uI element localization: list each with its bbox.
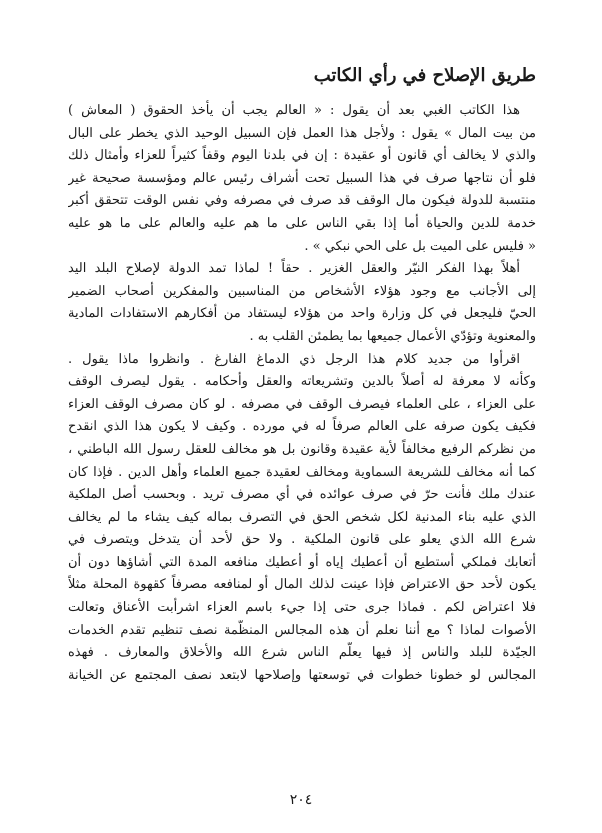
paragraph-line: الحيّ فليجعل في كل وزارة واحد من هؤلاء ليستفاد من أفكارهم الاستفادات المادية	[68, 306, 536, 322]
paragraph-line: والذي لا يخالف أي قانون أو عقيدة : إن في بلدنا اليوم وقفاً كثيراً للعزاء وأمثال ذلك	[68, 148, 536, 164]
paragraph-line: شرع الله الذي يعلو على قانون الملكية . ولا حق لأحد أن يتدخل ويتصرف في	[68, 532, 536, 548]
paragraph-line: اقرأوا من جديد كلام هذا الرجل ذي الدماغ الفارغ . وانظروا ماذا يقول .	[68, 351, 520, 367]
paragraph-line: أهلاً بهذا الفكر النيّر والعقل الغزير . حقاً ! لماذا تمد الدولة لإصلاح البلد اليد	[68, 261, 520, 277]
paragraph-line: من نظركم الرفيع مخالفاً لأية عقيدة وقانون بل هو مخالف للعقل رسول الله الباطني ،	[68, 441, 536, 457]
paragraph-line: الجيّدة للبلد والناس إذ فيها يعلّم الناس شرع الله والأخلاق والمعارف . فهذه	[68, 645, 536, 661]
paragraph-line: كما أنه مخالف للشريعة السماوية ومخالف لعقيدة جميع العلماء وأهل الدين . فإذا كان	[68, 464, 536, 480]
paragraph-line: والمعنوية وتؤدّي الأعمال جميعها بما يطمئن القلب به .	[249, 328, 536, 344]
paragraph-line: من بيت المال » يقول : ولأجل هذا العمل فإن السبيل الوحيد الذي يخطر على البال	[68, 125, 536, 141]
paragraph-line: خدمة للدين والحياة أما إذا بقي الناس على ما هم عليه والعالم على ما هو عليه	[68, 215, 536, 231]
paragraph-line: وكأنه لا معرفة له أصلاً بالدين وتشريعاته والعقل وأحكامه . يقول ليصرف الوقف	[68, 374, 536, 390]
paragraph-line: هذا الكاتب الغبي بعد أن يقول : « العالم يجب أن يأخذ الحقوق ( المعاش )	[68, 103, 520, 118]
paragraph-line: أتعابك فملكي أستطيع أن أعطيك إياه أو أعطيك منافعه المدة التي أشاؤها دون أن	[68, 554, 536, 570]
paragraph-line: المجالس لو خطونا خطوات في توسعتها وإصلاحها لابتعد نصف المجتمع عن الخيانة	[68, 667, 536, 683]
section-title: طريق الإصلاح في رأي الكاتب	[313, 65, 536, 86]
page-number: ٢٠٤	[289, 792, 313, 808]
paragraph-line: يكون لأحد حق الاعتراض فإذا عينت لذلك المال أو لمنافعه مصرفاً كقهوة المحلة مثلاً	[68, 577, 536, 593]
paragraph-line: إلى الأجانب مع وجود هؤلاء الأشخاص من المناسبين والمفكرين أصحاب الضمير	[68, 283, 536, 299]
body-text	[68, 100, 536, 687]
paragraph-line: فلو أن نتاجها صرف في هذا السبيل تحت أشراف رئيس عالم ومؤسسة صحيحة غير	[68, 170, 536, 186]
paragraph-line: عندك ملك فأنت حرّ في صرف عوائده في أي مصرف تريد . وبحسب أصل الملكية	[68, 487, 536, 503]
paragraph-line: الذي عليه بناء المدنية لكل شخص الحق في التصرف بماله كيف يشاء ما لم يخالف	[68, 509, 536, 525]
paragraph-line: فكيف يكون صرفه على العالم صرفاً له في مورده . وكيف لا يكون هذا الذي انقدح	[68, 419, 536, 435]
paragraph-line: الأصوات لماذا ؟ مع أننا نعلم أن هذه المجالس المنظّمة نصف تنظيم تقدم الخدمات	[68, 622, 536, 638]
paragraph-line: على العزاء ، على العلماء فيصرف الوقف في مصرفه . لو كان مصرف الوقف العزاء	[68, 396, 536, 412]
paragraph-line: منتسبة للدولة فيكون مال الوقف قد صرف في مصرفه وفي نفس الوقت تتحقق أكبر	[68, 193, 536, 209]
paragraph-line: « فليس على الميت بل على الحي نبكي » .	[304, 238, 536, 254]
paragraph-line: فلا اعتراض لكم . فماذا جرى حتى إذا جيء باسم العزاء اشرأبت الأعناق وتعالت	[68, 600, 536, 616]
